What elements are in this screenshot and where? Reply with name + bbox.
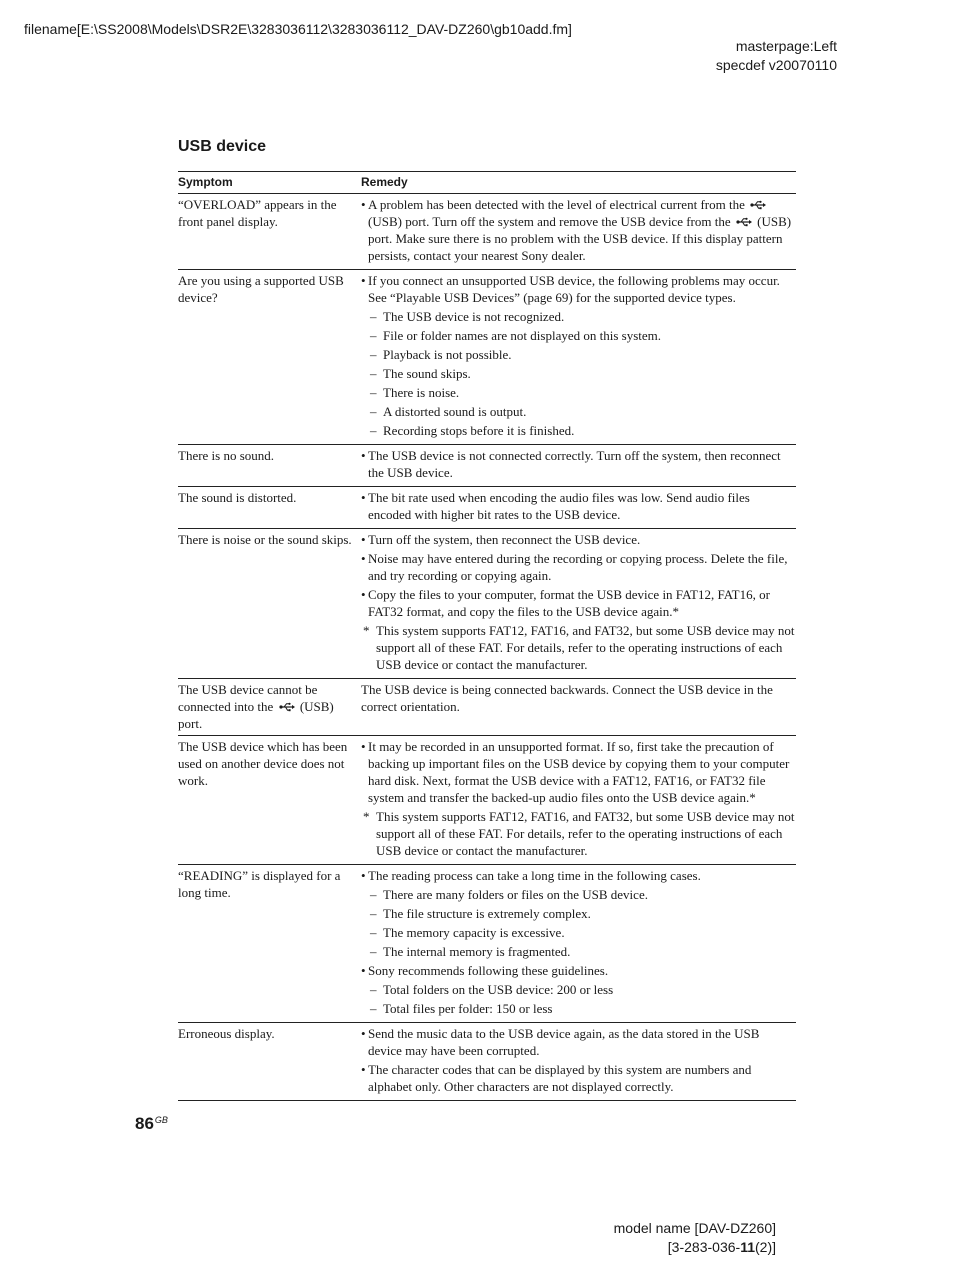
symptom-cell [178,531,361,675]
remedy-subitem [361,403,796,420]
remedy-subitem-text: The memory capacity is excessive. [383,925,565,940]
table-row [178,445,796,487]
table-row [178,487,796,529]
remedy-subitem [361,1000,796,1017]
symptom-cell [178,738,361,861]
header-masterpage: masterpage:Left [735,38,837,54]
remedy-cell [361,531,796,675]
remedy-subitem [361,384,796,401]
remedy-footnote-text: This system supports FAT12, FAT16, and FAT32, but some USB device may not support all of these FAT. For details, refer to the operating instructions of each USB device or contact the manufacturer. [376,623,795,672]
remedy-cell [361,447,796,483]
remedy-subitem [361,422,796,439]
remedy-paragraph [361,681,796,715]
remedy-bullet-text: A problem has been detected with the level of electrical current from the [368,197,749,212]
column-header-symptom: Symptom [178,175,233,189]
footer-code [614,1238,776,1257]
remedy-subitem [361,981,796,998]
remedy-subitem-text: There are many folders or files on the USB device. [383,887,648,902]
remedy-cell [361,1025,796,1097]
remedy-bullet-text: It may be recorded in an unsupported format. If so, first take the precaution of backing up important files on the USB device by copying them to your computer hard disk. Next, format the USB device with a FAT12, FAT16, or FAT32 file system and transfer the backed-up audio files onto the USB device again.* [368,739,790,805]
remedy-bullet-text: The character codes that can be displayed by this system are numbers and alphabet only. Other characters are not displayed correctly. [368,1062,752,1094]
remedy-subitem-text: The sound skips. [383,366,471,381]
remedy-bullet-text: The USB device is not connected correctly. Turn off the system, then reconnect the USB device. [368,448,781,480]
symptom-text: “READING” is displayed for a long time. [178,868,341,900]
header-filename: filename[E:\SS2008\Models\DSR2E\3283036112\3283036112_DAV-DZ260\gb10add.fm] [24,21,572,37]
remedy-bullet-text: The bit rate used when encoding the audio files was low. Send audio files encoded with higher bit rates to the USB device. [368,490,750,522]
table-row [178,270,796,445]
remedy-bullet-text: The reading process can take a long time in the following cases. [368,868,701,883]
symptom-text: There is no sound. [178,448,275,463]
remedy-footnote [361,622,796,673]
footer [614,1219,776,1257]
symptom-text: There is noise or the sound skips. [178,532,352,547]
column-header-remedy: Remedy [361,175,408,189]
remedy-bullet [361,272,796,306]
page-number-suffix: GB [154,1115,168,1125]
remedy-subitem-text: The internal memory is fragmented. [383,944,571,959]
header-specdef: specdef v20070110 [715,57,837,73]
remedy-cell [361,738,796,861]
symptom-cell [178,447,361,483]
usb-icon [750,200,766,210]
symptom-text: The sound is distorted. [178,490,297,505]
symptom-text: The USB device which has been used on another device does not work. [178,739,348,788]
remedy-subitem-text: Total folders on the USB device: 200 or less [383,982,614,997]
remedy-subitem-text: Total files per folder: 150 or less [383,1001,553,1016]
remedy-subitem [361,346,796,363]
remedy-subitem [361,905,796,922]
remedy-bullet [361,550,796,584]
remedy-subitem-text: A distorted sound is output. [383,404,527,419]
remedy-bullet-text: Noise may have entered during the recording or copying process. Delete the file, and try recording or copying again. [368,551,788,583]
remedy-bullet [361,531,796,548]
remedy-bullet [361,867,796,884]
footer-model-name: model name [DAV-DZ260] [613,1220,776,1236]
remedy-footnote-text: This system supports FAT12, FAT16, and FAT32, but some USB device may not support all of these FAT. For details, refer to the operating instructions of each USB device or contact the manufacturer. [376,809,795,858]
remedy-bullet-text: Turn off the system, then reconnect the USB device. [368,532,641,547]
section-title: USB device [178,138,267,155]
remedy-subitem [361,943,796,960]
remedy-subitem-text: There is noise. [383,385,460,400]
table-body [178,194,796,1101]
remedy-subitem [361,365,796,382]
remedy-subitem [361,886,796,903]
remedy-bullet [361,447,796,481]
remedy-bullet-text: Copy the files to your computer, format the USB device in FAT12, FAT16, or FAT32 format, and copy the files to the USB device again.* [368,587,770,619]
remedy-cell [361,867,796,1019]
symptom-cell [178,196,361,266]
remedy-bullet-text: Sony recommends following these guidelines. [368,963,609,978]
remedy-bullet-text: If you connect an unsupported USB device, the following problems may occur. See “Playable USB Devices” (page 69) for the supported device types. [368,273,780,305]
troubleshooting-table [178,171,796,1101]
remedy-subitem-text: The USB device is not recognized. [383,309,565,324]
symptom-cell [178,867,361,1019]
table-row [178,529,796,679]
symptom-text: Erroneous display. [178,1026,275,1041]
symptom-cell [178,1025,361,1097]
remedy-footnote [361,808,796,859]
symptom-text: “OVERLOAD” appears in the front panel display. [178,197,337,229]
remedy-bullet [361,196,796,264]
remedy-bullet [361,962,796,979]
remedy-bullet [361,738,796,806]
table-row [178,679,796,736]
remedy-subitem-text: Recording stops before it is finished. [383,423,575,438]
table-row [178,865,796,1023]
remedy-paragraph-text: The USB device is being connected backwards. Connect the USB device in the correct orientation. [361,682,773,714]
remedy-subitem-text: The file structure is extremely complex. [383,906,591,921]
remedy-cell [361,681,796,732]
footer-code-prefix: [3-283-036- [667,1239,741,1255]
remedy-bullet [361,489,796,523]
remedy-subitem-text: Playback is not possible. [383,347,512,362]
remedy-subitem-text: File or folder names are not displayed on this system. [383,328,662,343]
remedy-bullet [361,586,796,620]
remedy-bullet-text: (USB) port. Turn off the system and remove the USB device from the [368,214,734,229]
remedy-cell [361,489,796,525]
usb-icon [736,217,752,227]
table-row [178,1023,796,1101]
remedy-subitem [361,327,796,344]
table-header [178,172,796,194]
remedy-bullet-text: Send the music data to the USB device again, as the data stored in the USB device may have been corrupted. [368,1026,760,1058]
symptom-text: The USB device cannot be connected into the [178,682,318,714]
symptom-cell [178,681,361,732]
symptom-text: Are you using a supported USB device? [178,273,344,305]
remedy-bullet [361,1061,796,1095]
remedy-bullet-text: (USB) port. Make sure there is no problem with the USB device. If this display pattern persists, contact your nearest Sony dealer. [368,214,792,263]
remedy-cell [361,272,796,441]
header-meta [716,37,837,75]
page-number-value: 86 [135,1114,154,1133]
remedy-bullet [361,1025,796,1059]
usb-icon [279,702,295,712]
page-number [135,1114,168,1134]
table-row [178,736,796,865]
footer-code-bold: 11 [740,1239,755,1255]
remedy-cell [361,196,796,266]
symptom-cell [178,272,361,441]
remedy-subitem [361,924,796,941]
symptom-cell [178,489,361,525]
table-row [178,194,796,270]
symptom-text: (USB) port. [178,699,334,731]
remedy-subitem [361,308,796,325]
footer-code-suffix: (2)] [755,1239,776,1255]
